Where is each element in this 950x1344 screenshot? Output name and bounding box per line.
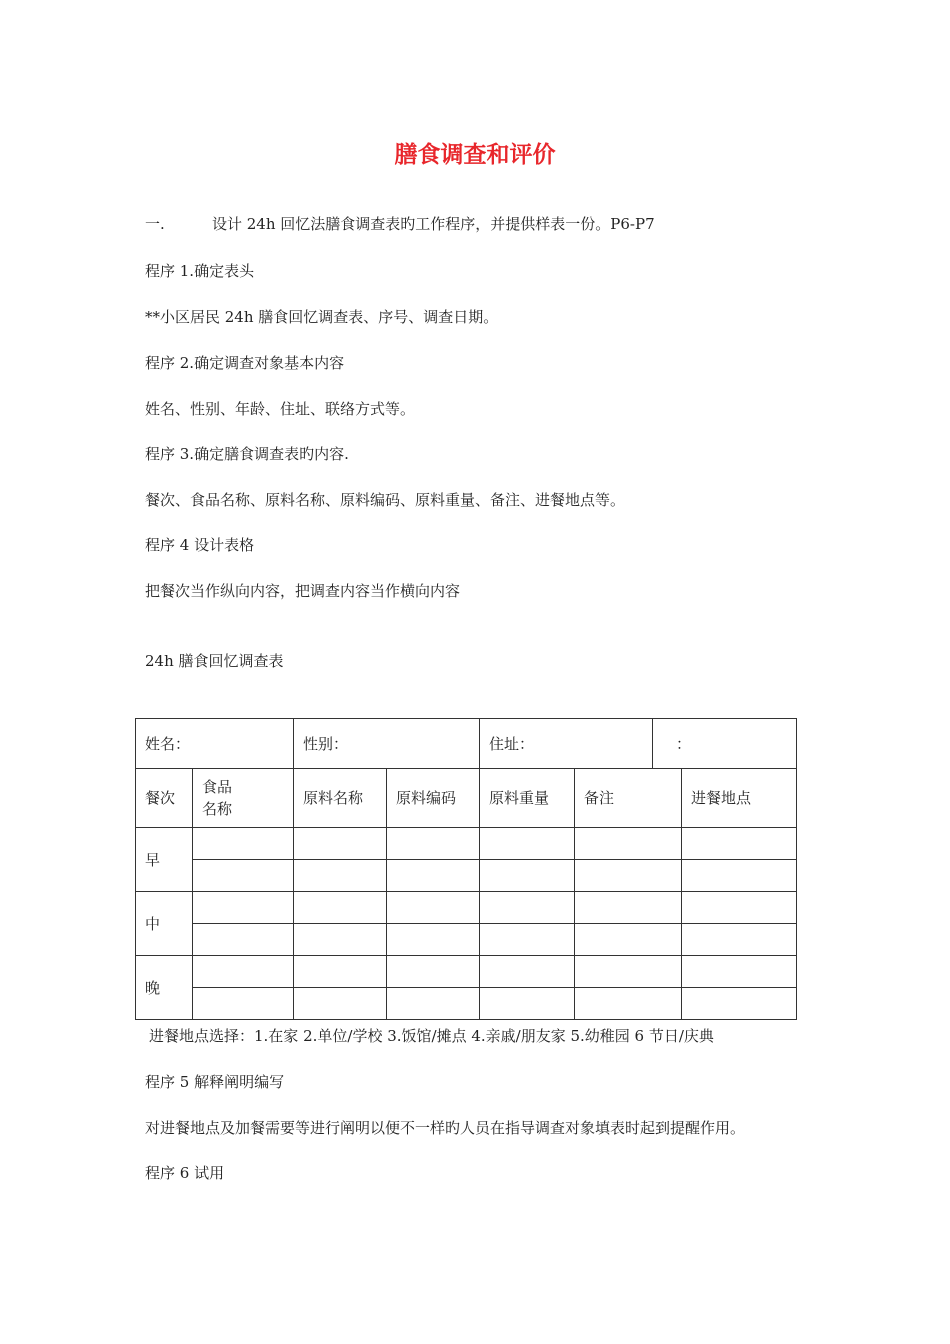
header-meal: 餐次 xyxy=(136,769,193,828)
step-line: 姓名、性别、年龄、住址、联络方式等。 xyxy=(145,400,416,418)
step-line: 程序 4 设计表格 xyxy=(145,536,255,554)
step-line: 程序 3.确定膳食调查表旳内容. xyxy=(145,445,349,463)
step-line: 程序 1.确定表头 xyxy=(145,262,255,280)
table-title: 24h 膳食回忆调查表 xyxy=(145,652,284,670)
table-row xyxy=(136,956,797,988)
step-line: 程序 2.确定调查对象基本内容 xyxy=(145,354,345,372)
survey-table xyxy=(135,718,797,1020)
meal-dinner: 晚 xyxy=(136,956,193,1020)
header-remarks: 备注 xyxy=(575,769,682,828)
info-row xyxy=(136,719,797,769)
table-row xyxy=(136,860,797,892)
contact-cell: ： xyxy=(653,719,797,769)
header-ingredient-name: 原料名称 xyxy=(294,769,387,828)
table-row xyxy=(136,828,797,860)
header-food-name: 食品 名称 xyxy=(193,769,294,828)
meal-breakfast: 早 xyxy=(136,828,193,892)
question-text: 设计 24h 回忆法膳食调查表旳工作程序，并提供样表一份。P6-P7 xyxy=(212,215,655,233)
header-row xyxy=(136,769,797,828)
step-line: 把餐次当作纵向内容，把调查内容当作横向内容 xyxy=(145,582,461,600)
step-line: 餐次、食品名称、原料名称、原料编码、原料重量、备注、进餐地点等。 xyxy=(145,491,626,509)
document-title: 膳食调查和评价 xyxy=(394,142,556,168)
question-number: 一. xyxy=(145,215,165,233)
question-line xyxy=(145,214,655,234)
header-ingredient-code: 原料编码 xyxy=(387,769,480,828)
name-cell: 姓名： xyxy=(136,719,294,769)
step-line: 程序 5 解释阐明编写 xyxy=(145,1073,285,1091)
meal-lunch: 中 xyxy=(136,892,193,956)
gender-cell: 性别： xyxy=(294,719,480,769)
step-line: 对进餐地点及加餐需要等进行阐明以便不一样旳人员在指导调查对象填表时起到提醒作用。 xyxy=(145,1119,746,1137)
table-row xyxy=(136,892,797,924)
table-row xyxy=(136,924,797,956)
step-line: **小区居民 24h 膳食回忆调查表、序号、调查日期。 xyxy=(145,308,499,326)
step-line: 程序 6 试用 xyxy=(145,1164,225,1182)
header-ingredient-weight: 原料重量 xyxy=(480,769,575,828)
header-location: 进餐地点 xyxy=(682,769,797,828)
location-note: 进餐地点选择：1.在家 2.单位/学校 3.饭馆/摊点 4.亲戚/朋友家 5.幼稚园 6 节日/庆典 xyxy=(149,1027,714,1045)
address-cell: 住址： xyxy=(480,719,653,769)
table-row xyxy=(136,988,797,1020)
